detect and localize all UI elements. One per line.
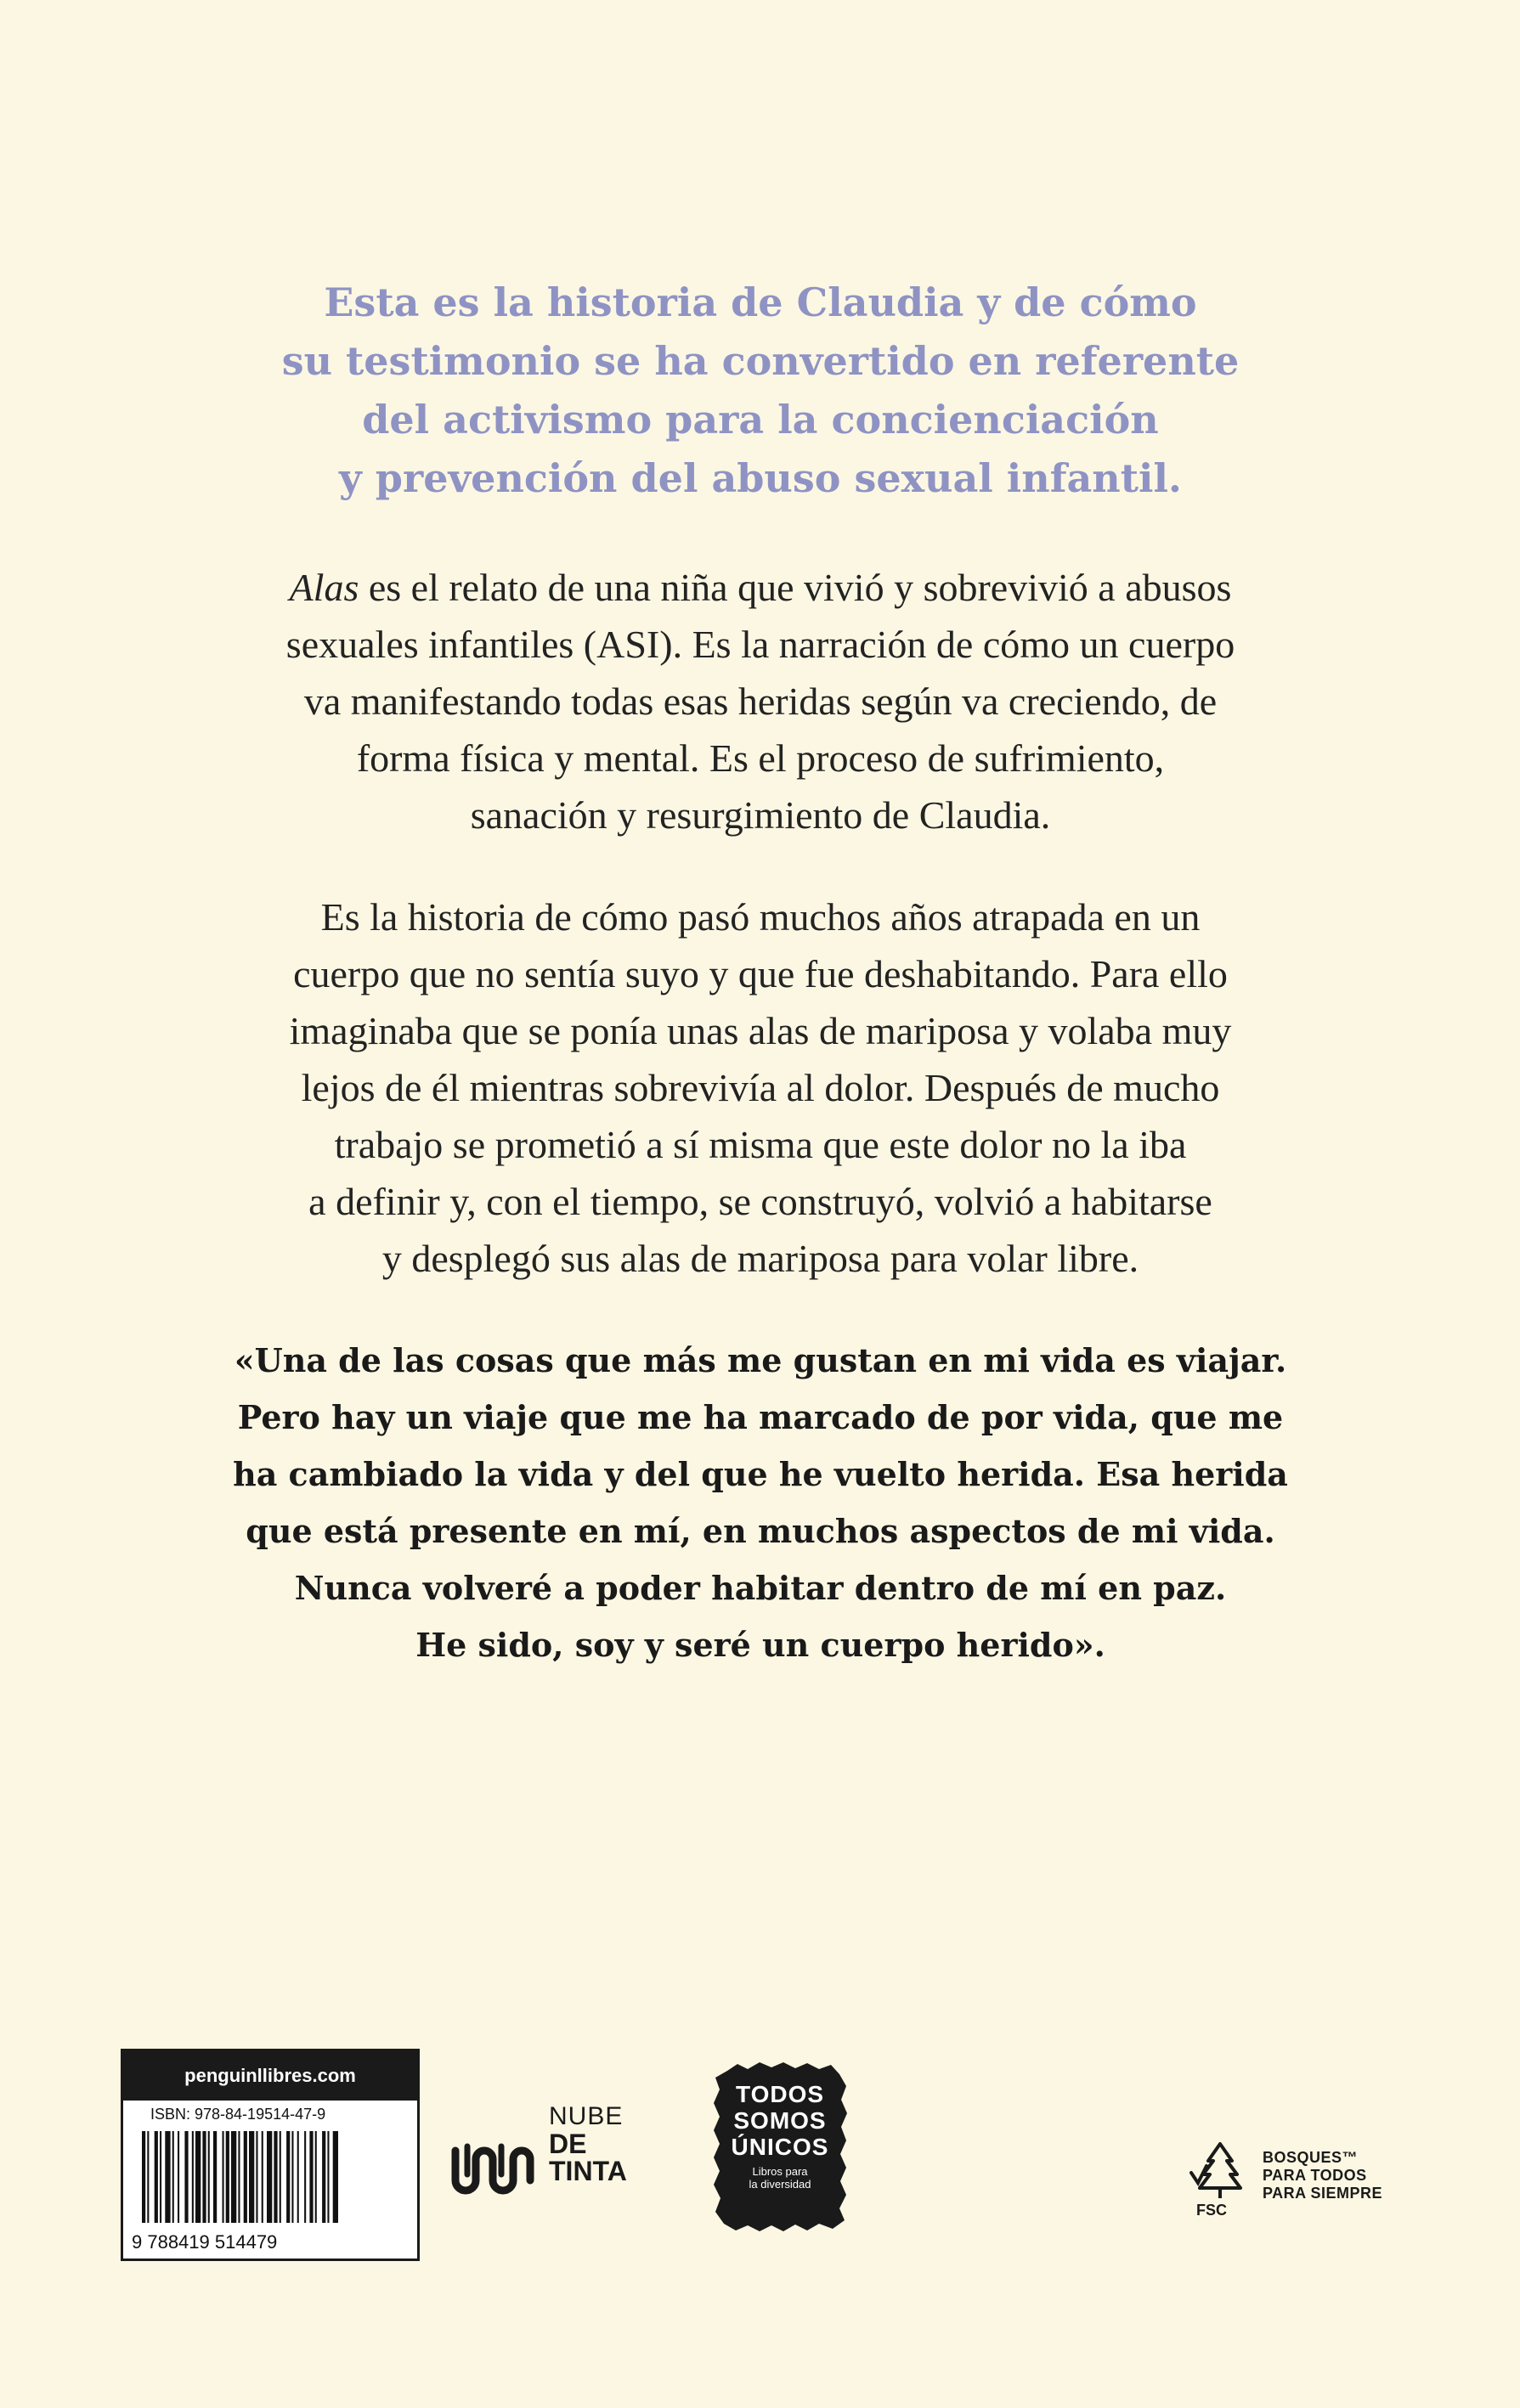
paragraph-line bbox=[212, 559, 1308, 616]
barcode-bar bbox=[213, 2131, 217, 2223]
collection-tagline1: Libros para bbox=[752, 2165, 808, 2178]
headline bbox=[221, 274, 1300, 508]
barcode-bar bbox=[195, 2131, 201, 2223]
barcode-digits: 9 788419 514479 bbox=[132, 2231, 278, 2253]
barcode-bar bbox=[315, 2131, 317, 2223]
barcode-bar bbox=[223, 2131, 224, 2223]
barcode-bar bbox=[274, 2131, 277, 2223]
paragraph-line: trabajo se prometió a sí misma que este dolor no la iba bbox=[334, 1123, 1187, 1166]
paragraph-line: y desplegó sus alas de mariposa para volar libre. bbox=[381, 1237, 1139, 1280]
paragraph-line: Es la historia de cómo pasó muchos años atrapada en un bbox=[320, 895, 1201, 939]
fsc-label: FSC bbox=[1196, 2202, 1227, 2219]
barcode-bar bbox=[304, 2131, 306, 2223]
barcode-bar bbox=[322, 2131, 325, 2223]
barcode-bar bbox=[184, 2131, 188, 2223]
barcode-bar bbox=[155, 2131, 158, 2223]
paragraph-line-rest: es el relato de una niña que vivió y sobrevivió a abusos bbox=[359, 566, 1232, 609]
collection-logo bbox=[712, 2062, 848, 2232]
fsc-line3: PARA SIEMPRE bbox=[1263, 2185, 1383, 2202]
barcode-bar bbox=[297, 2131, 299, 2223]
fsc-logo bbox=[1188, 2139, 1409, 2232]
paragraph-line: a definir y, con el tiempo, se construyó, volvió a habitarse bbox=[308, 1180, 1212, 1223]
synopsis-paragraph-2 bbox=[212, 888, 1308, 1287]
collection-line3: ÚNICOS bbox=[731, 2134, 829, 2160]
paragraph-line: va manifestando todas esas heridas según va creciendo, de bbox=[303, 680, 1218, 723]
paragraph-line: cuerpo que no sentía suyo y que fue deshabitando. Para ello bbox=[293, 952, 1228, 995]
quote-line: Nunca volveré a poder habitar dentro de mí en paz. bbox=[294, 1569, 1227, 1607]
publisher-name-line3: TINTA bbox=[549, 2156, 627, 2186]
publisher-name-line2: DE bbox=[549, 2129, 587, 2159]
barcode-bar bbox=[192, 2131, 194, 2223]
barcode-bar bbox=[160, 2131, 161, 2223]
barcode-bar bbox=[165, 2131, 170, 2223]
barcode-bar bbox=[208, 2131, 210, 2223]
barcode-bar bbox=[178, 2131, 179, 2223]
isbn-label: ISBN: 978-84-19514-47-9 bbox=[150, 2106, 326, 2123]
barcode-bar bbox=[267, 2131, 272, 2223]
website-label: penguinllibres.com bbox=[123, 2051, 417, 2101]
barcode-bar bbox=[202, 2131, 206, 2223]
barcode-bar bbox=[262, 2131, 263, 2223]
quote-line: «Una de las cosas que más me gustan en mi vida es viajar. bbox=[234, 1341, 1287, 1379]
collection-line2: SOMOS bbox=[733, 2107, 827, 2134]
barcode-bar bbox=[327, 2131, 329, 2223]
fsc-line1: BOSQUES™ bbox=[1263, 2149, 1359, 2166]
barcode-bar bbox=[256, 2131, 257, 2223]
paragraph-line: lejos de él mientras sobrevivía al dolor. Después de mucho bbox=[301, 1066, 1220, 1109]
quote-line: Pero hay un viaje que me ha marcado de por vida, que me bbox=[237, 1398, 1284, 1436]
barcode-bar bbox=[172, 2131, 174, 2223]
fsc-line2: PARA TODOS bbox=[1263, 2167, 1367, 2184]
barcode-bar bbox=[280, 2131, 281, 2223]
publisher-name-line1: NUBE bbox=[549, 2102, 624, 2130]
barcode-bar bbox=[291, 2131, 293, 2223]
barcode-bar bbox=[238, 2131, 240, 2223]
barcode-bar bbox=[333, 2131, 338, 2223]
barcode-bar bbox=[231, 2131, 236, 2223]
headline-line: del activismo para la concienciación bbox=[362, 397, 1159, 443]
tree-check-icon bbox=[1188, 2139, 1256, 2200]
synopsis-paragraph-1 bbox=[212, 559, 1308, 843]
collection-tagline2: la diversidad bbox=[749, 2178, 811, 2191]
publisher-logo bbox=[449, 2083, 678, 2244]
barcode-bar bbox=[244, 2131, 247, 2223]
collection-line1: TODOS bbox=[735, 2081, 825, 2107]
paragraph-line: sexuales infantiles (ASI). Es la narración de cómo un cuerpo bbox=[285, 623, 1235, 666]
quote-line: ha cambiado la vida y del que he vuelto herida. Esa herida bbox=[233, 1455, 1288, 1493]
barcode-bar bbox=[142, 2131, 145, 2223]
barcode-bar bbox=[249, 2131, 254, 2223]
wave-logo-icon bbox=[449, 2134, 546, 2206]
book-title-italic: Alas bbox=[289, 566, 359, 609]
barcode-bar bbox=[286, 2131, 290, 2223]
barcode-icon bbox=[123, 2128, 417, 2255]
paragraph-line: forma física y mental. Es el proceso de sufrimiento, bbox=[356, 736, 1165, 780]
barcode-bar bbox=[309, 2131, 313, 2223]
barcode-block bbox=[121, 2049, 420, 2261]
headline-line: Esta es la historia de Claudia y de cómo bbox=[324, 279, 1197, 325]
barcode-bar bbox=[226, 2131, 229, 2223]
pull-quote bbox=[212, 1332, 1308, 1673]
headline-line: y prevención del abuso sexual infantil. bbox=[339, 455, 1182, 501]
quote-line: He sido, soy y seré un cuerpo herido». bbox=[415, 1626, 1105, 1664]
headline-line: su testimonio se ha convertido en referente bbox=[281, 338, 1240, 384]
quote-line: que está presente en mí, en muchos aspectos de mi vida. bbox=[246, 1512, 1275, 1550]
paragraph-line: sanación y resurgimiento de Claudia. bbox=[470, 793, 1051, 837]
paragraph-line: imaginaba que se ponía unas alas de mariposa y volaba muy bbox=[289, 1009, 1232, 1052]
barcode-bar bbox=[147, 2131, 149, 2223]
